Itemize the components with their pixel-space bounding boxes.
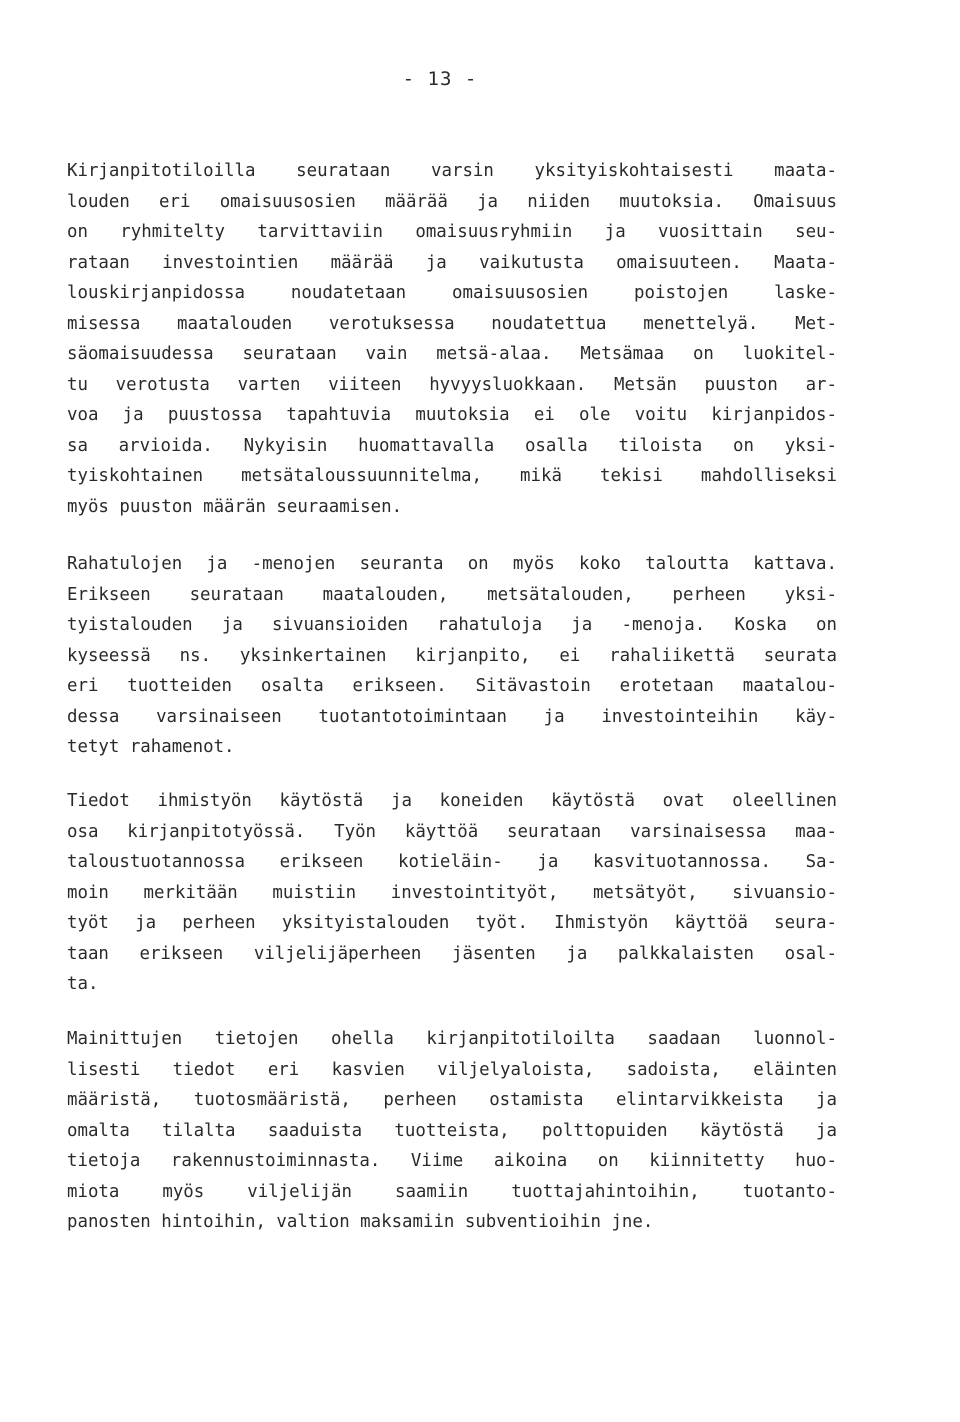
text-line: voa ja puustossa tapahtuvia muutoksia ei ole voitu kirjanpidos- xyxy=(67,405,837,425)
text-line: dessa varsinaiseen tuotantotoimintaan ja investointeihin käy- xyxy=(67,706,837,727)
text-line: määristä, tuotosmääristä, perheen ostamista elintarvikkeista ja xyxy=(67,1090,837,1110)
text-line: työt ja perheen yksityistalouden työt. Ihmistyön käyttöä seura- xyxy=(67,913,837,933)
text-line: panosten hintoihin, valtion maksamiin subventioihin jne. xyxy=(67,1212,654,1232)
text-line: rataan investointien määrää ja vaikutusta omaisuuteen. Maata- xyxy=(67,252,837,273)
text-line: taan erikseen viljelijäperheen jäsenten ja palkkalaisten osal- xyxy=(67,943,837,964)
text-line: Kirjanpitotiloilla seurataan varsin yksityiskohtaisesti maata- xyxy=(67,161,837,181)
paragraph-3 xyxy=(67,786,837,1000)
text-line: lisesti tiedot eri kasvien viljelyaloista, sadoista, eläinten xyxy=(67,1059,837,1080)
text-line: Mainittujen tietojen ohella kirjanpitotiloilta saadaan luonnol- xyxy=(67,1029,837,1049)
text-line: louskirjanpidossa noudatetaan omaisuusosien poistojen laske- xyxy=(67,283,837,303)
text-line: myös puuston määrän seuraamisen. xyxy=(67,496,403,517)
text-line: Rahatulojen ja -menojen seuranta on myös koko taloutta kattava. xyxy=(67,554,837,574)
text-line: sa arvioida. Nykyisin huomattavalla osalla tiloista on yksi- xyxy=(67,435,837,456)
text-line: tu verotusta varten viiteen hyvyysluokkaan. Metsän puuston ar- xyxy=(67,374,837,395)
text-line: tietoja rakennustoiminnasta. Viime aikoina on kiinnitetty huo- xyxy=(67,1151,837,1171)
text-line: miota myös viljelijän saamiin tuottajahintoihin, tuotanto- xyxy=(67,1181,837,1202)
text-line: ta. xyxy=(67,974,99,994)
paragraph-2 xyxy=(67,549,837,763)
text-line: Erikseen seurataan maatalouden, metsätalouden, perheen yksi- xyxy=(67,584,837,605)
page-number: - 13 - xyxy=(402,68,478,90)
text-line: tetyt rahamenot. xyxy=(67,737,235,757)
text-line: eri tuotteiden osalta erikseen. Sitävastoin erotetaan maatalou- xyxy=(67,676,837,696)
text-line: kyseessä ns. yksinkertainen kirjanpito, ei rahaliikettä seurata xyxy=(67,645,837,666)
text-line: tyiskohtainen metsätaloussuunnitelma, mikä tekisi mahdolliseksi xyxy=(67,466,837,486)
text-line: Tiedot ihmistyön käytöstä ja koneiden käytöstä ovat oleellinen xyxy=(67,791,837,811)
paragraph-1 xyxy=(67,156,837,522)
text-line: omalta tilalta saaduista tuotteista, polttopuiden käytöstä ja xyxy=(67,1120,837,1141)
text-line: misessa maatalouden verotuksessa noudatettua menettelyä. Met- xyxy=(67,313,837,334)
text-line: louden eri omaisuusosien määrää ja niiden muutoksia. Omaisuus xyxy=(67,191,837,212)
paragraph-4 xyxy=(67,1024,837,1238)
text-line: osa kirjanpitotyössä. Työn käyttöä seurataan varsinaisessa maa- xyxy=(67,821,837,842)
text-line: säomaisuudessa seurataan vain metsä-alaa. Metsämaa on luokitel- xyxy=(67,344,837,364)
text-line: taloustuotannossa erikseen kotieläin- ja kasvituotannossa. Sa- xyxy=(67,852,837,872)
text-line: on ryhmitelty tarvittaviin omaisuusryhmiin ja vuosittain seu- xyxy=(67,222,837,242)
text-line: tyistalouden ja sivuansioiden rahatuloja ja -menoja. Koska on xyxy=(67,615,837,635)
text-line: moin merkitään muistiin investointityöt, metsätyöt, sivuansio- xyxy=(67,882,837,903)
